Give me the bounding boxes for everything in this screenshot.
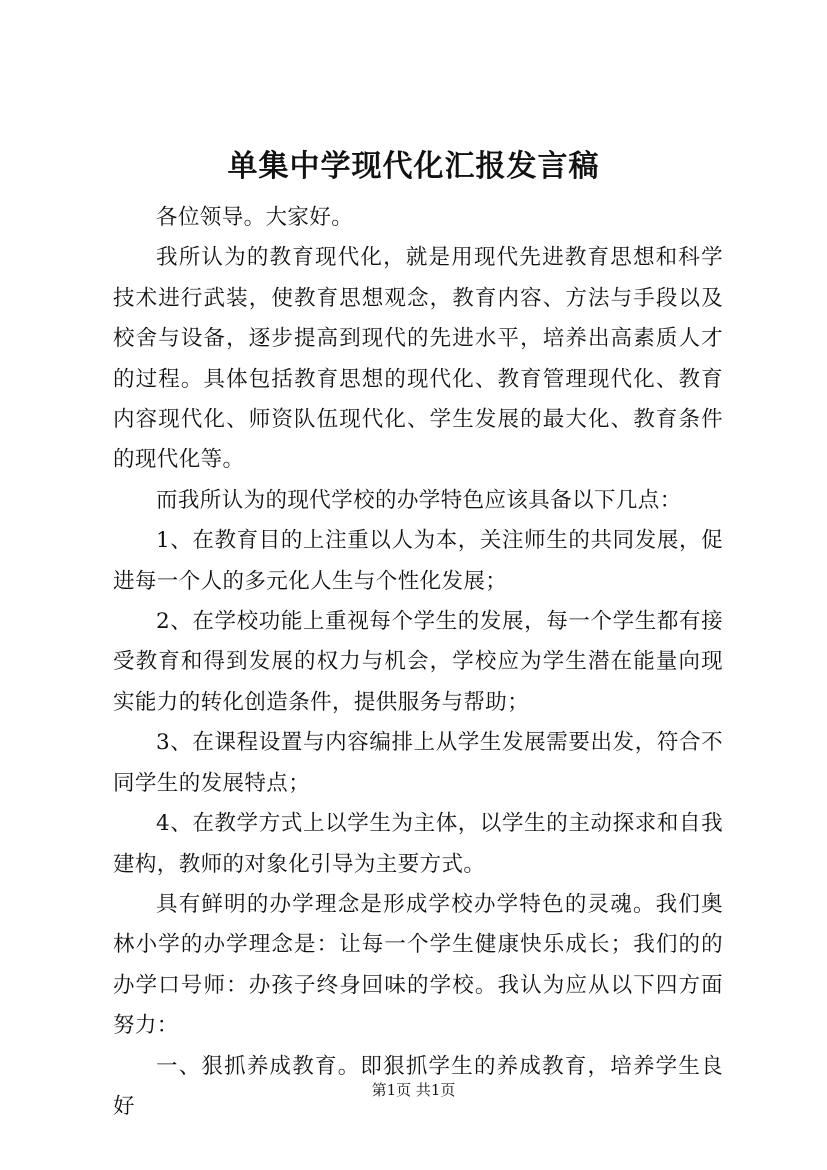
paragraph-habit-education: 一、狠抓养成教育。即狠抓学生的养成教育，培养学生良好: [113, 1053, 723, 1119]
paragraph-point-4: 4、在教学方式上以学生为主体，以学生的主动探求和自我建构，教师的对象化引导为主要方式。: [113, 811, 723, 877]
paragraph-point-1: 1、在教育目的上注重以人为本，关注师生的共同发展，促进每一个人的多元化人生与个性化发展；: [113, 528, 723, 594]
paragraph-education-modernization: 我所认为的教育现代化，就是用现代先进教育思想和科学技术进行武装，使教育思想观念，教育内容、方法与手段以及校舍与设备，逐步提高到现代的先进水平，培养出高素质人才的过程。具体包括教育思想的现代化、教育管理现代化、教育内容现代化、师资队伍现代化、学生发展的最大化、教育条件的现代化等。: [113, 245, 723, 473]
document-body: [113, 198, 723, 1127]
paragraph-school-features-intro: 而我所认为的现代学校的办学特色应该具备以下几点：: [156, 487, 682, 513]
page-number-footer: 第1页 共1页: [371, 1081, 456, 1099]
paragraph-school-philosophy: 具有鲜明的办学理念是形成学校办学特色的灵魂。我们奥林小学的办学理念是：让每一个学生健康快乐成长；我们的的办学口号师：办孩子终身回味的学校。我认为应从以下四方面努力：: [113, 891, 723, 1039]
document-title: 单集中学现代化汇报发言稿: [227, 149, 600, 184]
paragraph-greeting: 各位领导。大家好。: [156, 205, 354, 230]
paragraph-point-3: 3、在课程设置与内容编排上从学生发展需要出发，符合不同学生的发展特点；: [113, 730, 723, 796]
paragraph-point-2: 2、在学校功能上重视每个学生的发展，每一个学生都有接受教育和得到发展的权力与机会，学校应为学生潜在能量向现实能力的转化创造条件，提供服务与帮助；: [113, 609, 723, 715]
